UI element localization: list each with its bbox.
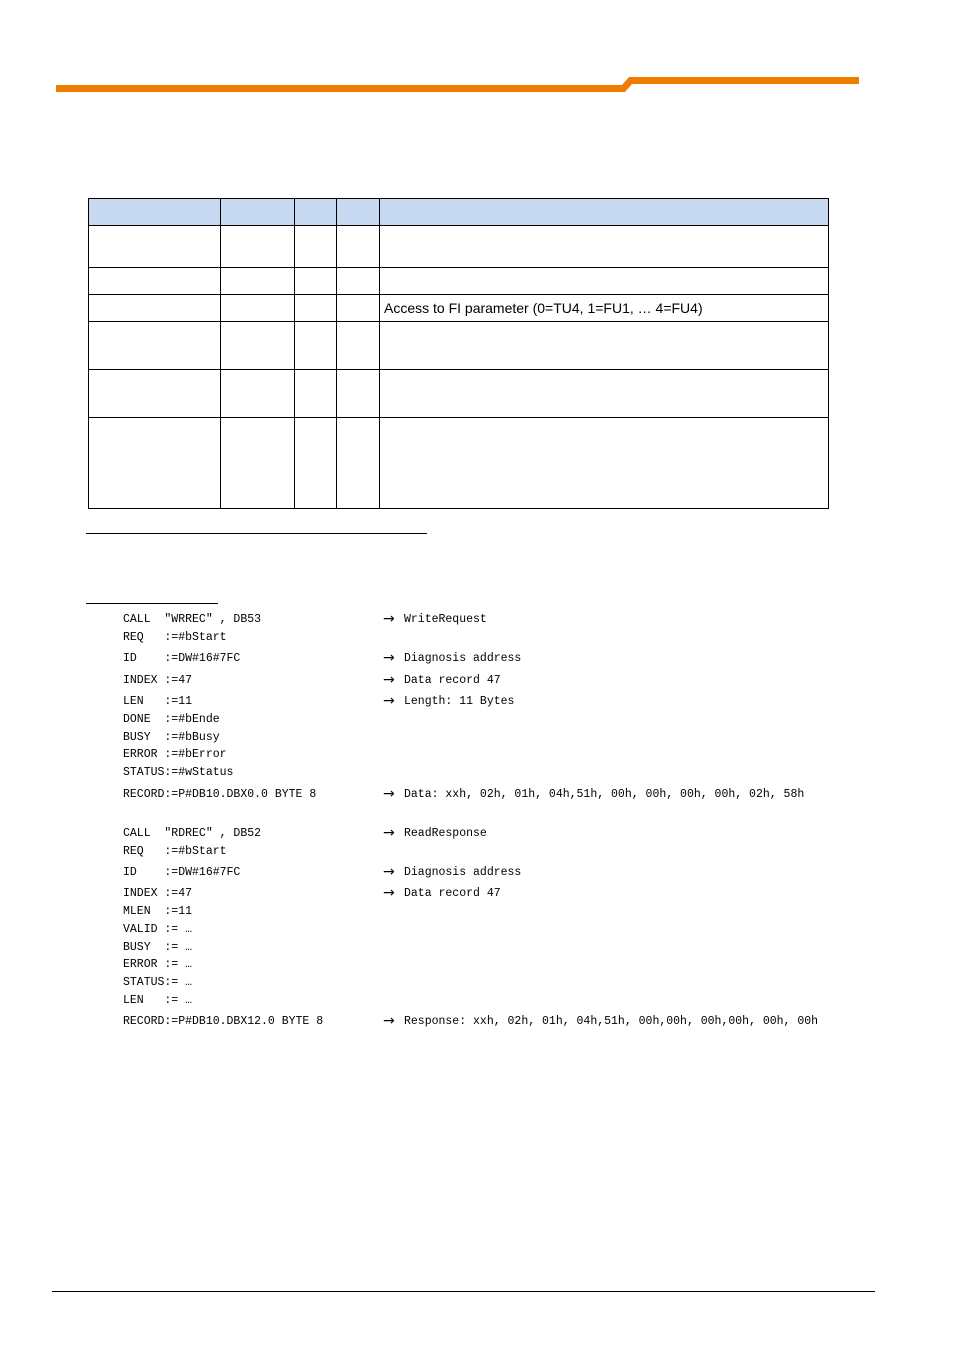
arrow-right-icon: → bbox=[383, 1013, 395, 1029]
arrow-right-icon: → bbox=[383, 864, 395, 880]
fi-parameter-description: Access to FI parameter (0=TU4, 1=FU1, … 4=FU4) bbox=[380, 295, 829, 322]
table-cell bbox=[89, 295, 221, 322]
table-cell bbox=[89, 322, 221, 370]
table-cell bbox=[295, 295, 337, 322]
table-cell bbox=[380, 226, 829, 268]
code-comment: Diagnosis address bbox=[404, 866, 522, 879]
table-row bbox=[89, 268, 829, 295]
code-comment: Data record 47 bbox=[404, 887, 501, 900]
arrow-right-icon: → bbox=[383, 885, 395, 901]
footer-rule bbox=[52, 1291, 875, 1292]
table-cell bbox=[295, 226, 337, 268]
code-line: RECORD:=P#DB10.DBX0.0 BYTE 8 bbox=[123, 788, 317, 801]
table-header-cell bbox=[337, 199, 380, 226]
table-header-cell bbox=[380, 199, 829, 226]
table-cell bbox=[89, 370, 221, 418]
table-row bbox=[89, 295, 829, 322]
table-cell bbox=[89, 226, 221, 268]
code-comment: Diagnosis address bbox=[404, 652, 522, 665]
code-line: DONE :=#bEnde bbox=[123, 713, 220, 726]
table-cell bbox=[295, 418, 337, 509]
table-cell bbox=[295, 370, 337, 418]
code-line: RECORD:=P#DB10.DBX12.0 BYTE 8 bbox=[123, 1015, 324, 1028]
table-row bbox=[89, 322, 829, 370]
code-line: ID :=DW#16#7FC bbox=[123, 866, 241, 879]
code-line: LEN :=11 bbox=[123, 695, 193, 708]
table-header-row bbox=[89, 199, 829, 226]
code-comment: Data: xxh, 02h, 01h, 04h,51h, 00h, 00h, 00h, 00h, 02h, 58h bbox=[404, 788, 805, 801]
code-line: REQ :=#bStart bbox=[123, 631, 227, 644]
table-cell bbox=[221, 295, 295, 322]
code-line: BUSY := … bbox=[123, 941, 193, 954]
code-comment: Data record 47 bbox=[404, 674, 501, 687]
code-line: LEN := … bbox=[123, 994, 193, 1007]
code-line: CALL "WRREC" , DB53 bbox=[123, 613, 262, 626]
code-line: ID :=DW#16#7FC bbox=[123, 652, 241, 665]
table-cell bbox=[221, 322, 295, 370]
table-cell bbox=[380, 268, 829, 295]
header-accent-bar bbox=[0, 0, 954, 100]
table-cell bbox=[337, 295, 380, 322]
code-line: INDEX :=47 bbox=[123, 674, 193, 687]
table-cell bbox=[380, 370, 829, 418]
arrow-right-icon: → bbox=[383, 786, 395, 802]
code-comment: ReadResponse bbox=[404, 827, 487, 840]
table-cell bbox=[380, 322, 829, 370]
table-cell bbox=[380, 418, 829, 509]
code-line: CALL "RDREC" , DB52 bbox=[123, 827, 262, 840]
table-cell bbox=[295, 322, 337, 370]
table-cell bbox=[295, 268, 337, 295]
code-line: ERROR := … bbox=[123, 958, 193, 971]
code-comment: Length: 11 Bytes bbox=[404, 695, 515, 708]
table-cell bbox=[337, 370, 380, 418]
code-line: REQ :=#bStart bbox=[123, 845, 227, 858]
code-line: VALID := … bbox=[123, 923, 193, 936]
table-cell bbox=[221, 226, 295, 268]
table-row bbox=[89, 226, 829, 268]
arrow-right-icon: → bbox=[383, 672, 395, 688]
table-cell bbox=[337, 226, 380, 268]
table-cell bbox=[221, 418, 295, 509]
arrow-right-icon: → bbox=[383, 611, 395, 627]
table-header-cell bbox=[221, 199, 295, 226]
table-cell bbox=[89, 268, 221, 295]
arrow-right-icon: → bbox=[383, 693, 395, 709]
table-cell bbox=[337, 418, 380, 509]
code-comment: Response: xxh, 02h, 01h, 04h,51h, 00h,00h, 00h,00h, 00h, 00h bbox=[404, 1015, 819, 1028]
header-accent-shape bbox=[56, 77, 859, 92]
footnote-separator bbox=[86, 533, 427, 534]
code-line: STATUS:=#wStatus bbox=[123, 766, 234, 779]
table-cell bbox=[221, 268, 295, 295]
table-cell bbox=[337, 322, 380, 370]
table-header-cell bbox=[89, 199, 221, 226]
table-header-cell bbox=[295, 199, 337, 226]
code-line: ERROR :=#bError bbox=[123, 748, 227, 761]
arrow-right-icon: → bbox=[383, 825, 395, 841]
table-row bbox=[89, 370, 829, 418]
arrow-right-icon: → bbox=[383, 650, 395, 666]
parameter-table bbox=[88, 198, 829, 509]
table-row bbox=[89, 418, 829, 509]
table-cell bbox=[89, 418, 221, 509]
table-cell bbox=[337, 268, 380, 295]
code-line: INDEX :=47 bbox=[123, 887, 193, 900]
example-heading-underline bbox=[86, 603, 218, 604]
code-line: MLEN :=11 bbox=[123, 905, 193, 918]
code-comment: WriteRequest bbox=[404, 613, 487, 626]
code-line: STATUS:= … bbox=[123, 976, 193, 989]
table-cell bbox=[221, 370, 295, 418]
code-line: BUSY :=#bBusy bbox=[123, 731, 220, 744]
